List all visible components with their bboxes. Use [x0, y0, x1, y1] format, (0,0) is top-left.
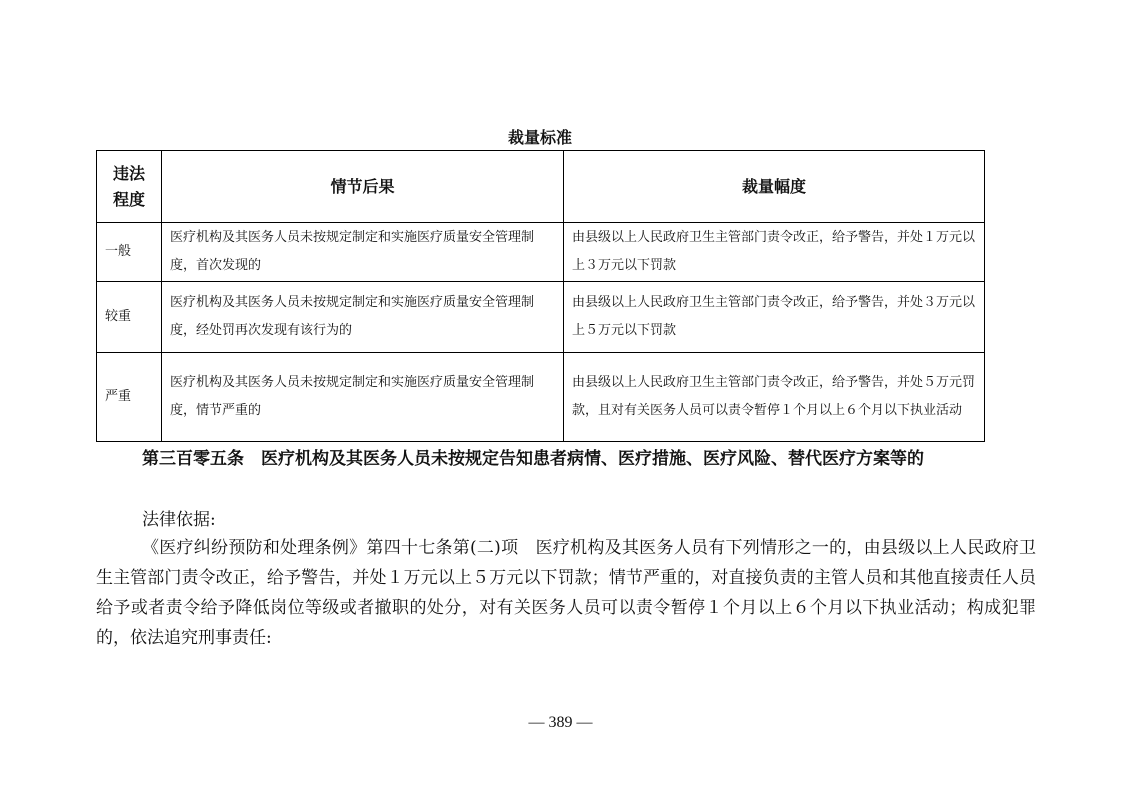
table-row: [97, 282, 985, 353]
header-circumstance: 情节后果: [162, 151, 564, 223]
page-number: — 389 —: [528, 714, 593, 731]
table-row: [97, 353, 985, 442]
row-level: 严重: [97, 353, 162, 442]
row-penalty: 由县级以上人民政府卫生主管部门责令改正，给予警告，并处５万元罚款，且对有关医务人员可以责令暂停１个月以上６个月以下执业活动: [564, 353, 985, 442]
header-level-line2: 程度: [112, 189, 145, 209]
table-title: 裁量标准: [507, 128, 572, 147]
row-level: 一般: [97, 223, 162, 282]
row-circumstance: 医疗机构及其医务人员未按规定制定和实施医疗质量安全管理制度，情节严重的: [162, 353, 564, 442]
article-heading: 第三百零五条 医疗机构及其医务人员未按规定告知患者病情、医疗措施、医疗风险、替代医疗方案等的: [142, 449, 924, 469]
table-row: [97, 223, 985, 282]
header-level-line1: 违法: [112, 163, 145, 183]
header-violation-level: [97, 151, 162, 223]
row-penalty: 由县级以上人民政府卫生主管部门责令改正，给予警告，并处３万元以上５万元以下罚款: [564, 282, 985, 353]
row-penalty: 由县级以上人民政府卫生主管部门责令改正，给予警告，并处１万元以上３万元以下罚款: [564, 223, 985, 282]
row-level: 较重: [97, 282, 162, 353]
table-header-row: [97, 151, 985, 223]
penalty-standard-table: [96, 150, 985, 442]
header-penalty-range: 裁量幅度: [564, 151, 985, 223]
legal-basis-label: 法律依据:: [142, 510, 216, 530]
row-circumstance: 医疗机构及其医务人员未按规定制定和实施医疗质量安全管理制度，经处罚再次发现有该行为的: [162, 282, 564, 353]
legal-basis-text: 《医疗纠纷预防和处理条例》第四十七条第(二)项 医疗机构及其医务人员有下列情形之一的，由县级以上人民政府卫生主管部门责令改正，给予警告，并处１万元以上５万元以下罚款；情节严重的，对直接负责的主管人员和其他直接责任人员给予或者责令给予降低岗位等级或者撤职的处分，对有关医务人员可以责令暂停１个月以上６个月以下执业活动；构成犯罪的，依法追究刑事责任:: [96, 538, 1036, 648]
row-circumstance: 医疗机构及其医务人员未按规定制定和实施医疗质量安全管理制度，首次发现的: [162, 223, 564, 282]
